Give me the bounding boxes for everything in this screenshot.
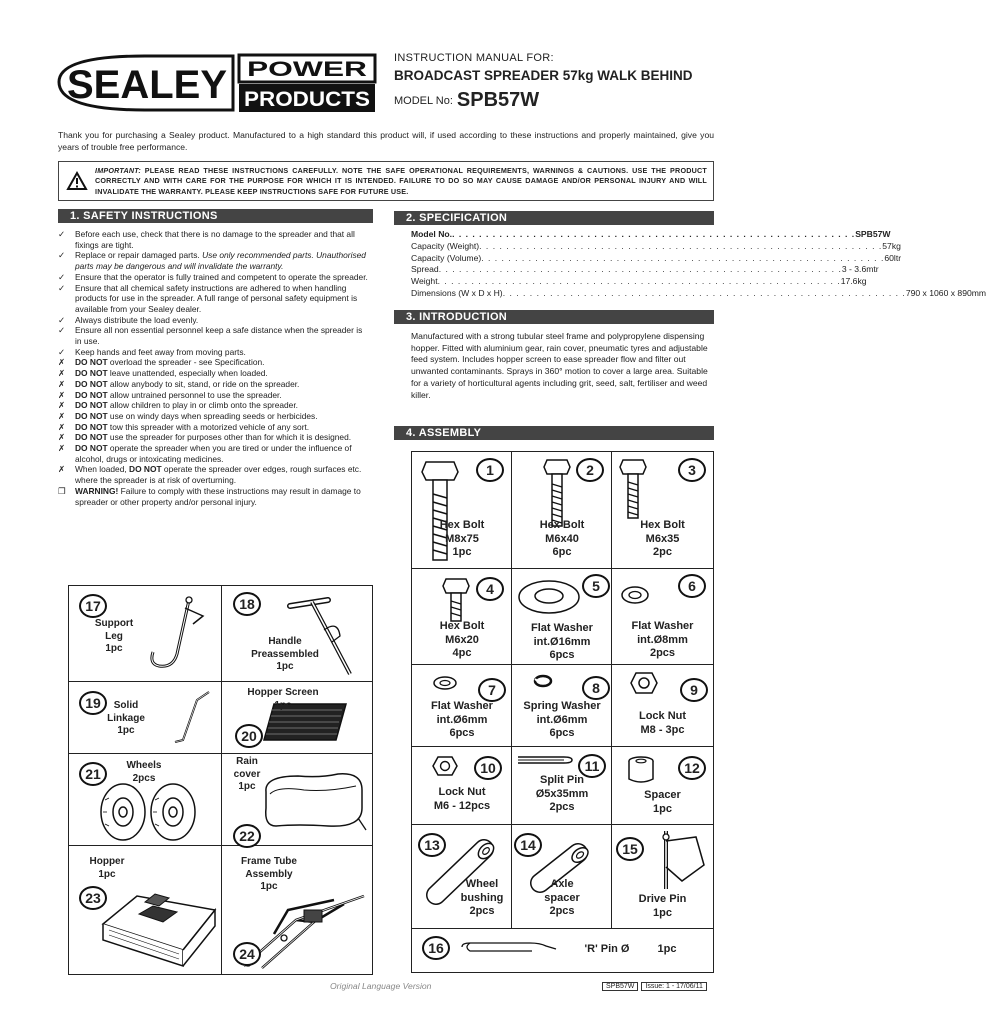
hopper-icon (99, 880, 217, 966)
cross-icon: ✗ (58, 464, 66, 475)
part-number-badge: 4 (476, 577, 504, 601)
hex-bolt-icon (442, 577, 470, 623)
part-number-badge: 18 (233, 592, 261, 616)
safety-item (58, 464, 370, 485)
part-label: Lock Nut M8 - 3pc (638, 710, 687, 736)
cross-icon: ✗ (58, 421, 66, 432)
safety-text: Ensure all non essential personnel keep a safe distance when the spreader is in use. (75, 325, 363, 347)
check-icon: ✓ (58, 282, 66, 293)
important-label: IMPORTANT: (95, 166, 141, 175)
safety-item (58, 357, 370, 368)
safety-text: Before each use, check that there is no damage to the spreader and that all fixings are tight. (75, 229, 355, 250)
part-label: Hopper Screen 1pc (247, 687, 319, 711)
part-label: Split Pin Ø5x35mm 2pcs (535, 774, 589, 813)
part-label: Spring Washer int.Ø6mm 6pcs (523, 700, 601, 739)
footer-model: SPB57W (602, 982, 638, 991)
safety-text: Ensure that all chemical safety instructions are adhered to when handling products for use in the spreader. A full range of personal safety equipment is available from your Sealey dealer. (75, 282, 358, 314)
safety-text: Use only recommended parts. Unauthorised parts may be dangerous and will invalidate the warranty. (75, 250, 366, 272)
safety-text: use the spreader for purposes other than for which it is designed. (107, 432, 352, 443)
part-number-badge: 17 (79, 594, 107, 618)
model-label: MODEL No: (394, 95, 453, 107)
important-notice (58, 161, 714, 201)
spec-label: Capacity (Volume) (411, 252, 482, 263)
safety-item (58, 390, 370, 401)
section-safety-heading: 1. SAFETY INSTRUCTIONS (58, 209, 373, 223)
spec-value: 60ltr (884, 252, 902, 263)
spec-value: 790 x 1060 x 890mm (905, 287, 986, 298)
box-icon: ❐ (58, 485, 66, 496)
part-number-badge: 23 (79, 886, 107, 910)
cross-icon: ✗ (58, 389, 66, 400)
safety-item (58, 229, 370, 250)
safety-item (58, 432, 370, 443)
important-text (95, 166, 707, 197)
safety-item (58, 250, 370, 271)
thank-you-text: Thank you for purchasing a Sealey product. Manufactured to a high standard this product will, if used according to these instructions and properly maintained, give you years of trouble free performance. (58, 130, 714, 152)
spec-label: Dimensions (W x D x H) (411, 287, 503, 298)
spec-leader: . . . . . . . . . . . . . . . . . . . . . . . . . . . . . . . . . . . . . . . . . . . . . . . . . . . . . . . . . . . . (481, 252, 885, 263)
part-label: Lock Nut M6 - 12pcs (433, 786, 491, 812)
part-label: Flat Washer int.Ø8mm 2pcs (631, 620, 694, 659)
safety-text: Failure to comply with these instructions may result in damage to spreader or other property and/or personal injury. (75, 485, 361, 507)
part-label: Hex Bolt M6x40 6pc (539, 519, 585, 558)
part-label: Spacer 1pc (644, 789, 681, 815)
part-label: Hex Bolt M6x35 2pc (640, 519, 685, 558)
section-assembly-heading: 4. ASSEMBLY (394, 426, 714, 440)
spec-leader: . . . . . . . . . . . . . . . . . . . . . . . . . . . . . . . . . . . . . . . . . . . . . . . . . . . . . . . . . . . . (437, 276, 841, 287)
check-icon: ✓ (58, 325, 66, 336)
safety-text: tow this spreader with a motorized vehicle of any sort. (107, 421, 310, 432)
r-pin-icon (460, 941, 560, 953)
part-label: Rain cover 1pc (233, 756, 261, 792)
spec-label: Spread (411, 264, 439, 275)
part-number-badge: 11 (578, 754, 606, 778)
safety-text: Ensure that the operator is fully trained and competent to operate the spreader. (75, 271, 368, 282)
lock-nut-icon (630, 671, 658, 695)
spec-value: 57kg (882, 240, 901, 251)
hex-bolt-icon (542, 458, 572, 528)
safety-emphasis: DO NOT (75, 400, 108, 411)
part-label: Frame Tube Assembly 1pc (241, 856, 297, 892)
part-label: 'R' Pin Ø (584, 943, 630, 955)
safety-emphasis: DO NOT (75, 378, 108, 389)
safety-text: allow anybody to sit, stand, or ride on the spreader. (107, 378, 300, 389)
part-number-badge: 12 (678, 756, 706, 780)
section-spec-heading: 2. SPECIFICATION (394, 211, 714, 225)
spec-row (411, 276, 867, 288)
part-number-badge: 24 (233, 942, 261, 966)
safety-item (58, 411, 370, 422)
part-number-badge: 13 (418, 833, 446, 857)
important-body: PLEASE READ THESE INSTRUCTIONS CAREFULLY. NOTE THE SAFE OPERATIONAL REQUIREMENTS, WARNINGS & CAUTIONS. USE THE PRODUCT CORRECTLY AND WITH CARE FOR THE PURPOSE FOR WHICH IT IS INTENDED. FAILURE TO DO SO MAY CAUSE DAMAGE AND/OR PERSONAL INJURY AND WILL INVALIDATE THE WARRANTY. PLEASE KEEP INSTRUCTIONS SAFE FOR FUTURE USE. (95, 166, 707, 196)
safety-emphasis: DO NOT (75, 410, 108, 421)
wheels-icon (93, 780, 203, 842)
check-icon: ✓ (58, 346, 66, 357)
safety-text: Always distribute the load evenly. (75, 314, 199, 325)
part-label: Drive Pin 1pc (638, 893, 687, 919)
safety-item (58, 486, 370, 507)
sealey-power-products-logo (55, 52, 377, 114)
part-number-badge: 21 (79, 762, 107, 786)
safety-item (58, 283, 370, 315)
cross-icon: ✗ (58, 368, 66, 379)
part-label: Hopper 1pc (89, 856, 125, 880)
part-label: Wheel bushing 2pcs (460, 878, 504, 917)
section-intro-heading: 3. INTRODUCTION (394, 310, 714, 324)
svg-text:SEALEY: SEALEY (67, 63, 228, 107)
safety-text: use on windy days when spreading seeds or herbicides. (107, 410, 318, 421)
spec-label: Capacity (Weight) (411, 240, 480, 251)
part-number-badge: 9 (680, 678, 708, 702)
part-number-badge: 22 (233, 824, 261, 848)
part-number-badge: 15 (616, 837, 644, 861)
svg-text:PRODUCTS: PRODUCTS (244, 88, 370, 111)
support-leg-icon (149, 594, 209, 674)
part-number-badge: 10 (474, 756, 502, 780)
linkage-rod-icon (167, 688, 217, 748)
svg-text:POWER: POWER (247, 58, 367, 81)
spec-row (411, 240, 901, 253)
spec-row (411, 264, 879, 276)
spec-leader: . . . . . . . . . . . . . . . . . . . . . . . . . . . . . . . . . . . . . . . . . . . . . . . . . . . . . . . . . . . . (479, 240, 883, 251)
part-label: Hex Bolt M8x75 1pc (439, 519, 485, 558)
safety-emphasis: WARNING! (75, 485, 119, 496)
spec-label: Weight (411, 276, 438, 287)
flat-washer-icon (620, 585, 650, 605)
footer-tag (602, 983, 710, 990)
safety-emphasis: DO NOT (129, 464, 162, 475)
spec-leader: . . . . . . . . . . . . . . . . . . . . . . . . . . . . . . . . . . . . . . . . . . . . . . . . . . . . . . . . . . . . (438, 264, 842, 275)
safety-item (58, 400, 370, 411)
safety-emphasis: DO NOT (75, 421, 108, 432)
large-parts-grid (68, 585, 373, 975)
safety-item (58, 272, 370, 283)
manual-for-label: INSTRUCTION MANUAL FOR: (394, 52, 554, 64)
cross-icon: ✗ (58, 443, 66, 454)
flat-washer-icon (516, 577, 582, 617)
part-number-badge: 5 (582, 574, 610, 598)
spec-value: 3 - 3.6mtr (841, 264, 879, 275)
safety-text-pre: When loaded, (75, 464, 130, 475)
part-label: Support Leg 1pc (94, 618, 134, 654)
safety-text: overload the spreader - see Specification. (107, 357, 265, 368)
safety-text-pre: Replace or repair damaged parts. (75, 250, 203, 261)
part-number-badge: 7 (478, 678, 506, 702)
part-number-badge: 20 (235, 724, 263, 748)
spec-leader: . . . . . . . . . . . . . . . . . . . . . . . . . . . . . . . . . . . . . . . . . . . . . . . . . . . . . . . . . . . . (502, 287, 906, 298)
cross-icon: ✗ (58, 357, 66, 368)
part-number-badge: 6 (678, 574, 706, 598)
safety-emphasis: DO NOT (75, 443, 108, 454)
safety-text: operate the spreader when you are tired or under the influence of alcohol, drugs or intoxicating medicines. (75, 443, 352, 464)
safety-text: Keep hands and feet away from moving parts. (75, 346, 246, 357)
safety-emphasis: DO NOT (75, 432, 108, 443)
check-icon: ✓ (58, 229, 66, 239)
warning-triangle-icon (67, 172, 87, 190)
cross-icon: ✗ (58, 400, 66, 411)
spring-washer-icon (532, 673, 554, 689)
safety-text: allow untrained personnel to use the spreader. (107, 389, 282, 400)
safety-item (58, 422, 370, 433)
hex-bolt-icon (618, 458, 648, 520)
safety-item (58, 379, 370, 390)
spec-row (411, 252, 902, 265)
part-label: Solid Linkage 1pc (107, 700, 145, 736)
spec-value: 17.6kg (840, 276, 867, 287)
part-label: Flat Washer int.Ø16mm 6pcs (531, 622, 593, 661)
part-label: Handle Preassembled 1pc (251, 636, 319, 672)
check-icon: ✓ (58, 250, 66, 261)
part-label: Flat Washer int.Ø6mm 6pcs (431, 700, 493, 739)
safety-item (58, 325, 370, 346)
drive-pin-icon (652, 827, 710, 893)
spec-row (411, 287, 986, 300)
part-label: Wheels 2pcs (126, 760, 162, 784)
spacer-icon (626, 755, 656, 785)
rain-cover-icon (258, 768, 368, 838)
check-icon: ✓ (58, 314, 66, 325)
safety-text: operate the spreader over edges, rough surfaces etc. where the spreader is at risk of overturning. (75, 464, 362, 486)
check-icon: ✓ (58, 271, 66, 282)
spec-value: SPB57W (855, 229, 891, 239)
part-number-badge: 2 (576, 458, 604, 482)
introduction-text: Manufactured with a strong tubular steel frame and polypropylene dispensing hopper. Fitted with aluminium gear, rain cover, pneumatic tyres and adjustable feed system. Includes hopper screen to ease spreader flow and filter out unwanted contaminants. Sprays in 360° motion to cover a large area. Suitable for a variety of horticultural agents including grit, seed, salt, fertiliser and weed killer. (411, 331, 708, 400)
safety-text: allow children to play in or climb onto the spreader. (107, 400, 298, 411)
product-title: BROADCAST SPREADER 57kg WALK BEHIND (394, 68, 693, 83)
part-number-badge: 16 (422, 936, 450, 960)
footer-issue: Issue: 1 - 17/06/11 (641, 982, 706, 991)
part-label: Axle spacer 2pcs (544, 878, 580, 917)
spec-label: Model No. (411, 229, 453, 239)
original-language-note: Original Language Version (330, 981, 432, 991)
safety-emphasis: DO NOT (75, 389, 108, 400)
safety-emphasis: DO NOT (75, 368, 108, 379)
spec-leader: . . . . . . . . . . . . . . . . . . . . . . . . . . . . . . . . . . . . . . . . . . . . . . . . . . . . . . . . . . . . (452, 229, 856, 239)
part-number-badge: 14 (514, 833, 542, 857)
part-number-badge: 1 (476, 458, 504, 482)
safety-item (58, 443, 370, 464)
lock-nut-icon (432, 755, 458, 777)
safety-text: leave unattended, especially when loaded. (107, 368, 268, 379)
cross-icon: ✗ (58, 378, 66, 389)
part-qty: 1pc (657, 943, 677, 955)
spec-row (411, 229, 891, 241)
part-number-badge: 19 (79, 691, 107, 715)
part-number-badge: 8 (582, 676, 610, 700)
cross-icon: ✗ (58, 410, 66, 421)
flat-washer-icon (432, 675, 458, 691)
safety-emphasis: DO NOT (75, 357, 108, 368)
safety-item (58, 315, 370, 326)
model-line (394, 89, 539, 112)
safety-item (58, 368, 370, 379)
cross-icon: ✗ (58, 432, 66, 443)
model-number: SPB57W (456, 89, 540, 111)
specification-table (411, 229, 986, 300)
part-label: Hex Bolt M6x20 4pc (439, 620, 485, 659)
safety-instructions-list (58, 229, 370, 507)
safety-item (58, 347, 370, 358)
split-pin-icon (516, 753, 576, 767)
small-parts-grid (411, 451, 714, 973)
part-number-badge: 3 (678, 458, 706, 482)
